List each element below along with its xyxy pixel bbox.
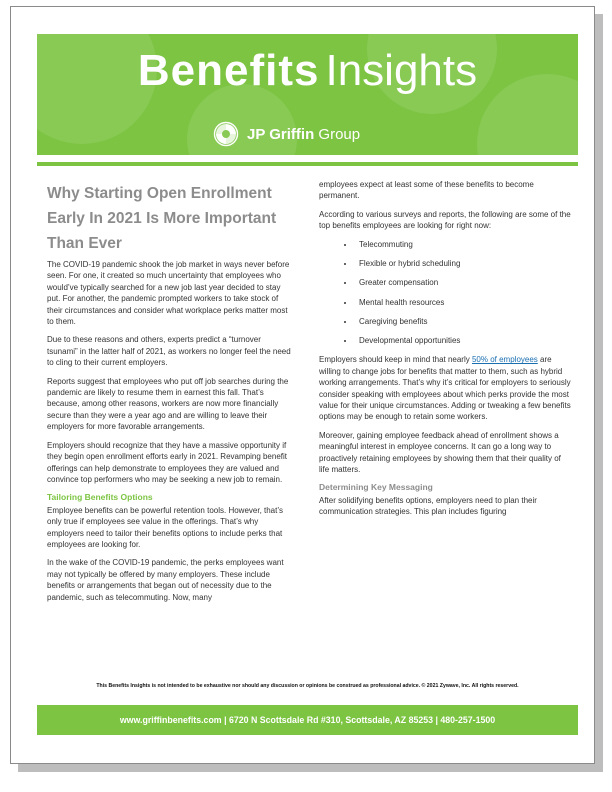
footer-bar xyxy=(37,705,578,735)
article-title: Why Starting Open Enrollment Early In 2021 Is More Important Than Ever xyxy=(47,185,277,252)
paragraph: Reports suggest that employees who put off job searches during the pandemic are likely to resume them in earnest this fall. That’s because, among other reasons, workers are now more financially secure than they were a year ago and are willing to leave their employers for more favorable arrangements. xyxy=(47,376,289,432)
list-item: • Developmental opportunities xyxy=(355,335,571,346)
right-column xyxy=(319,179,571,525)
company-name-light: Group xyxy=(318,125,361,143)
footer-contact: www.griffinbenefits.com | 6720 N Scottsdale Rd #310, Scottsdale, AZ 85253 | 480-257-1500 xyxy=(119,715,496,725)
document-page xyxy=(10,6,595,764)
paragraph: In the wake of the COVID-19 pandemic, the perks employees want may not typically be offered by many employers. These include benefits or arrangements that began out of necessity due to the pandemic, such as telecommuting. Now, many xyxy=(47,558,284,602)
company-logo xyxy=(213,120,360,148)
title-bold-word: Benefits xyxy=(137,46,320,95)
paragraph: The COVID-19 pandemic shook the job market in ways never before seen. For one, it created so much uncertainty that employees who would’ve typically searched for a new job last year decided to stay put. For another, the pandemic prompted workers to take stock of their circumstances and consider what workplace perks matter most to them. xyxy=(47,260,290,327)
list-item: • Flexible or hybrid scheduling xyxy=(355,258,571,269)
section-heading: Tailoring Benefits Options xyxy=(47,492,153,503)
paragraph xyxy=(319,354,571,422)
paragraph: Employee benefits can be powerful retention tools. However, that’s only true if employees see value in the offerings. That’s why employers need to tailor their benefits options to include perks that employees are looking for. xyxy=(47,505,283,549)
text-run: are willing to change jobs for benefits that matter to them, such as hybrid working arrangements. That’s why it’s critical for employers to seriously consider speaking with employees about which perks provide the most value for their unique circumstances. Adding or tweaking a few benefits options may be enough to retain some workers. xyxy=(319,355,571,422)
disclaimer: This Benefits Insights is not intended to be exhaustive nor should any discussion or opinions be construed as professional advice. © 2021 Zywave, Inc. All rights reserved. xyxy=(96,683,519,689)
list-item: • Greater compensation xyxy=(355,277,571,288)
list-item: • Telecommuting xyxy=(355,239,571,250)
title-light-word: Insights xyxy=(325,46,478,95)
paragraph: After solidifying benefits options, employers need to plan their communication strategies. This plan includes figuring xyxy=(319,495,537,517)
paragraph: Due to these reasons and others, experts predict a “turnover tsunami” in the latter half of 2021, as workers no longer feel the need to cling to their current employers. xyxy=(47,335,291,368)
section-heading: Determining Key Messaging xyxy=(319,482,433,493)
text-run: Employers should keep in mind that nearly xyxy=(319,355,472,365)
list-item: • Mental health resources xyxy=(355,297,571,308)
company-name xyxy=(247,126,360,143)
list-item: • Caregiving benefits xyxy=(355,316,571,327)
paragraph: employees expect at least some of these benefits to become permanent. xyxy=(319,180,534,201)
left-column xyxy=(47,181,291,610)
newsletter-header xyxy=(37,34,578,155)
swirl-logo-icon xyxy=(213,121,239,147)
paragraph: Moreover, gaining employee feedback ahead of enrollment shows a meaningful interest in employee concerns. It can go a long way to proactively retaining employees by showing them that their quality of life matters. xyxy=(319,430,561,475)
company-name-bold: JP Griffin xyxy=(247,125,315,143)
employees-stat-link[interactable]: 50% of employees xyxy=(471,355,538,365)
header-divider xyxy=(37,162,578,166)
paragraph: According to various surveys and reports, the following are some of the top benefits employees are looking for right now: xyxy=(319,209,571,231)
newsletter-title xyxy=(37,46,578,96)
paragraph: Employers should recognize that they have a massive opportunity if they begin open enrollment efforts early in 2021. Revamping benefit offerings can help demonstrate to employees they are valued and convince top performers who may be seeking a new job to remain. xyxy=(47,440,288,484)
benefits-list xyxy=(319,239,571,347)
